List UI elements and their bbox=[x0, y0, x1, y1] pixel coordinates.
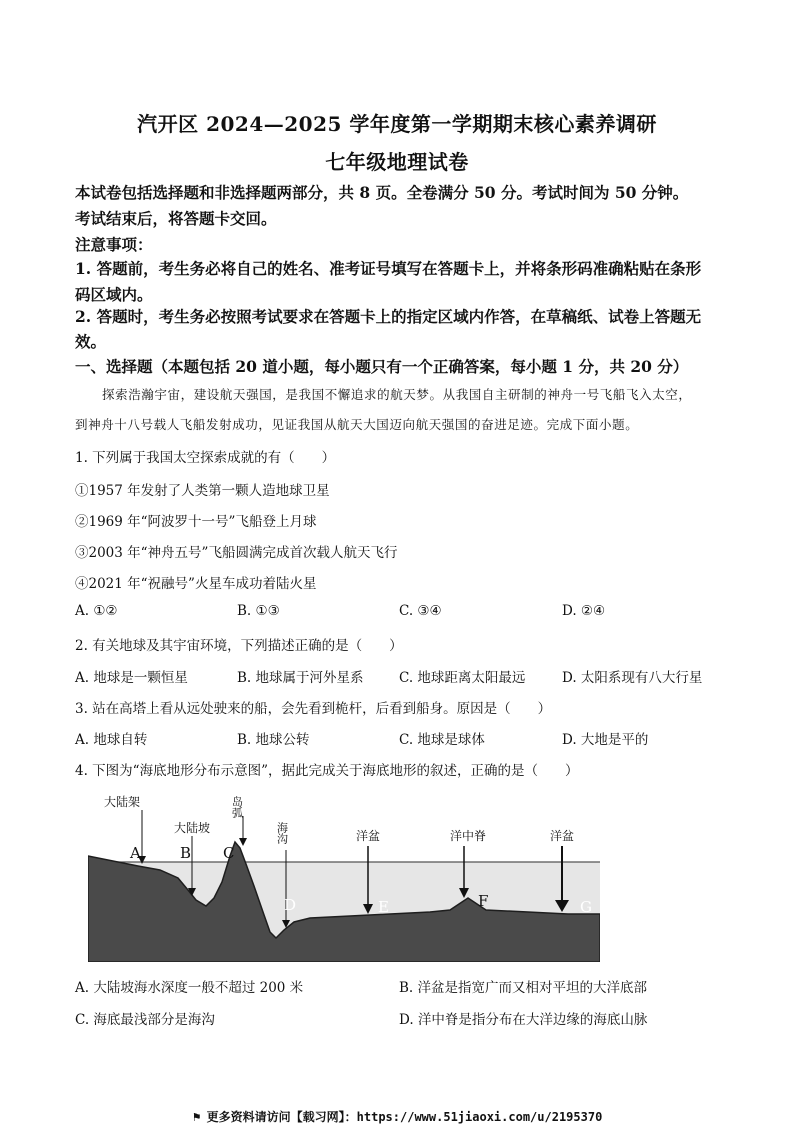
question-1-stem: 1. 下列属于我国太空探索成就的有（ ） bbox=[75, 450, 336, 466]
question-1-item-1: ①1957 年发射了人类第一颗人造地球卫星 bbox=[75, 483, 330, 499]
question-2-option-a[interactable]: A. 地球是一颗恒星 bbox=[75, 670, 188, 686]
arrow-island-arc bbox=[239, 838, 247, 846]
seafloor-terrain-diagram bbox=[88, 786, 600, 962]
question-4-stem: 4. 下图为“海底地形分布示意图”，据此完成关于海底地形的叙述，正确的是（ ） bbox=[75, 763, 579, 779]
question-1-option-a[interactable]: A. ①② bbox=[75, 603, 118, 619]
question-2-option-c[interactable]: C. 地球距离太阳最远 bbox=[399, 670, 526, 686]
question-4-option-a[interactable]: A. 大陆坡海水深度一般不超过 200 米 bbox=[75, 980, 304, 996]
note1-line2: 码区域内。 bbox=[75, 285, 153, 304]
label-continental-slope: 大陆坡 bbox=[174, 821, 211, 835]
question-1-item-2: ②1969 年“阿波罗十一号”飞船登上月球 bbox=[75, 514, 317, 530]
letter-g: G bbox=[580, 898, 592, 916]
letter-d: D bbox=[284, 896, 297, 914]
label-ocean-basin-2: 洋盆 bbox=[550, 829, 575, 843]
question-4-option-b[interactable]: B. 洋盆是指宽广而又相对平坦的大洋底部 bbox=[399, 980, 648, 996]
letter-b: B bbox=[180, 844, 192, 862]
flag-icon: ⚑ bbox=[191, 1111, 202, 1124]
label-continental-shelf: 大陆架 bbox=[104, 795, 141, 809]
label-island-arc: 岛弧 bbox=[230, 796, 244, 818]
question-1-item-4: ④2021 年“祝融号”火星车成功着陆火星 bbox=[75, 576, 317, 592]
exam-title-line1: 汽开区 2024—2025 学年度第一学期期末核心素养调研 bbox=[137, 112, 657, 136]
question-1-option-d[interactable]: D. ②④ bbox=[562, 603, 606, 619]
footer-link[interactable]: 更多资料请访问【载习网】：https://www.51jiaoxi.com/u/2195370 bbox=[206, 1110, 603, 1124]
notes-heading: 注意事项： bbox=[75, 235, 153, 254]
section1-intro-line1: 探索浩瀚宇宙，建设航天强国，是我国不懈追求的航天梦。从我国自主研制的神舟一号飞船飞入太空， bbox=[102, 387, 692, 402]
letter-a: A bbox=[130, 844, 141, 862]
question-4-option-c[interactable]: C. 海底最浅部分是海沟 bbox=[75, 1012, 215, 1028]
question-3-option-c[interactable]: C. 地球是球体 bbox=[399, 732, 485, 748]
question-1-item-3: ③2003 年“神舟五号”飞船圆满完成首次载人航天飞行 bbox=[75, 545, 398, 561]
question-3-option-d[interactable]: D. 大地是平的 bbox=[562, 732, 649, 748]
label-ocean-basin-1: 洋盆 bbox=[356, 829, 381, 843]
label-mid-ocean-ridge: 洋中脊 bbox=[450, 829, 487, 843]
footer bbox=[0, 1106, 794, 1125]
label-trench: 海沟 bbox=[275, 822, 289, 844]
note2-line2: 效。 bbox=[75, 332, 107, 351]
note1-line1: 1. 答题前，考生务必将自己的姓名、准考证号填写在答题卡上，并将条形码准确粘贴在条形 bbox=[75, 259, 702, 278]
letter-c: C bbox=[223, 844, 235, 862]
question-1-option-c[interactable]: C. ③④ bbox=[399, 603, 442, 619]
note2-line1: 2. 答题时，考生务必按照考试要求在答题卡上的指定区域内作答，在草稿纸、试卷上答题无 bbox=[75, 307, 702, 326]
question-1-option-b[interactable]: B. ①③ bbox=[237, 603, 280, 619]
question-2-option-b[interactable]: B. 地球属于河外星系 bbox=[237, 670, 364, 686]
question-3-option-a[interactable]: A. 地球自转 bbox=[75, 732, 148, 748]
question-4-option-d[interactable]: D. 洋中脊是指分布在大洋边缘的海底山脉 bbox=[399, 1012, 648, 1028]
question-3-stem: 3. 站在高塔上看从远处驶来的船，会先看到桅杆，后看到船身。原因是（ ） bbox=[75, 701, 552, 717]
section1-intro-line2: 到神舟十八号载人飞船发射成功，见证我国从航天大国迈向航天强国的奋进足迹。完成下面小题。 bbox=[75, 417, 639, 432]
letter-e: E bbox=[378, 898, 389, 916]
section1-heading: 一、选择题（本题包括 20 道小题，每小题只有一个正确答案，每小题 1 分，共 20 分） bbox=[75, 357, 689, 376]
instruction-line1: 本试卷包括选择题和非选择题两部分，共 8 页。全卷满分 50 分。考试时间为 50 分钟。 bbox=[75, 183, 689, 202]
question-2-stem: 2. 有关地球及其宇宙环境，下列描述正确的是（ ） bbox=[75, 638, 403, 654]
instruction-line2: 考试结束后，将答题卡交回。 bbox=[75, 209, 277, 228]
exam-title-line2: 七年级地理试卷 bbox=[325, 150, 469, 174]
question-2-option-d[interactable]: D. 太阳系现有八大行星 bbox=[562, 670, 703, 686]
letter-f: F bbox=[478, 892, 489, 910]
question-3-option-b[interactable]: B. 地球公转 bbox=[237, 732, 310, 748]
